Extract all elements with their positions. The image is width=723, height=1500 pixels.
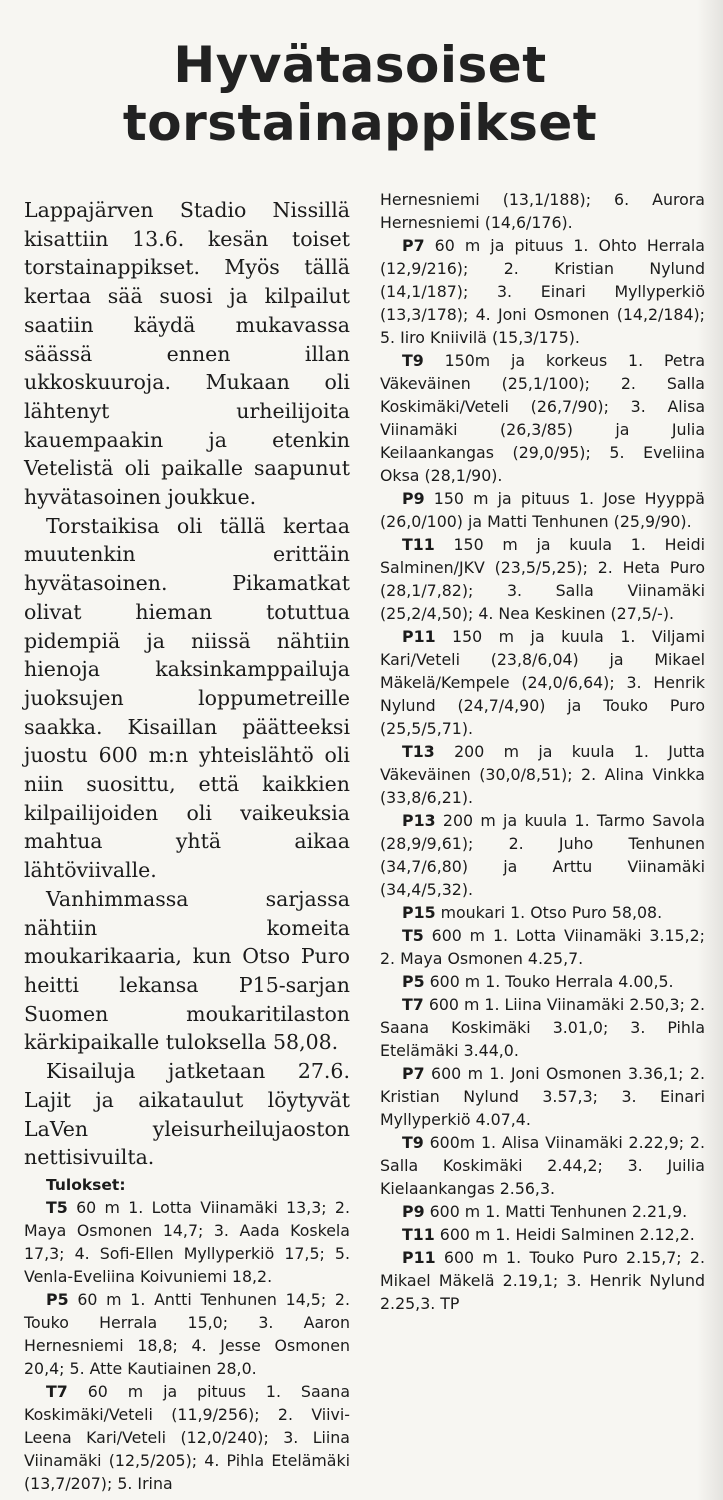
result-entry — [380, 625, 705, 740]
body-paragraph: Kisailuja jatketaan 27.6. Lajit ja aikataulut löytyvät LaVen yleisurheilujaoston nettisivuilta. — [24, 1059, 350, 1170]
result-class: T9 — [402, 1133, 424, 1152]
result-class: T11 — [402, 535, 435, 554]
result-class: P5 — [402, 972, 425, 991]
result-text: 60 m 1. Lotta Viinamäki 13,3; 2. Maya Osmonen 14,7; 3. Aada Koskela 17,3; 4. Sofi-Ellen Myllyperkiö 17,5; 5. Venla-Eveliina Koivuniemi 18,2. — [24, 1197, 350, 1286]
result-class: T5 — [402, 926, 424, 945]
result-text: 600 m 1. Matti Tenhunen 2.21,9. — [429, 1202, 688, 1221]
right-column — [380, 188, 705, 1315]
body-paragraph: Vanhimmassa sarjassa nähtiin komeita moukarikaaria, kun Otso Puro heitti lekansa P15-sarjan Suomen moukaritilaston kärkipaikalle tuloksella 58,08. — [24, 886, 350, 1055]
result-text: 600 m 1. Lotta Viinamäki 3.15,2; 2. Maya Osmonen 4.25,7. — [380, 926, 705, 968]
body-paragraph: Lappajärven Stadio Nissillä kisattiin 13.6. kesän toiset torstainappikset. Myös tällä kertaa sää suosi ja kilpailut saatiin käydä mukavassa säässä ennen illan ukkoskuuroja. Mukaan oli lähtenyt urheilijoita kauempaakin ja etenkin Vetelistä oli paikalle saapunut hyvätasoinen joukkue. — [24, 198, 350, 510]
result-class: T7 — [402, 995, 424, 1014]
result-class: T11 — [402, 1225, 435, 1244]
result-text: 150 m ja pituus 1. Jose Hyyppä (26,0/100) ja Matti Tenhunen (25,9/90). — [380, 489, 705, 531]
results-list-left — [24, 1196, 350, 1495]
result-class: T9 — [402, 351, 424, 370]
result-text: moukari 1. Otso Puro 58,08. — [440, 903, 663, 922]
result-text: 600 m 1. Touko Puro 2.15,7; 2. Mikael Mäkelä 2.19,1; 3. Henrik Nylund 2.25,3. TP — [380, 1248, 705, 1313]
result-class: P11 — [402, 1248, 436, 1267]
result-entry — [380, 1062, 705, 1131]
result-text: 60 m ja pituus 1. Saana Koskimäki/Veteli (11,9/256); 2. Viivi-Leena Kari/Veteli (12,0/240); 3. Liina Viinamäki (12,5/205); 4. Pihla Etelämäki (13,7/207); 5. Irina — [24, 1381, 350, 1493]
result-class: P11 — [402, 627, 436, 646]
result-text: 600 m 1. Liina Viinamäki 2.50,3; 2. Saana Koskimäki 3.01,0; 3. Pihla Etelämäki 3.44,0. — [380, 995, 705, 1060]
result-entry — [380, 740, 705, 809]
result-text: 60 m 1. Antti Tenhunen 14,5; 2. Touko Herrala 15,0; 3. Aaron Hernesniemi 18,8; 4. Jesse Osmonen 20,4; 5. Atte Kautiainen 28,0. — [24, 1289, 350, 1378]
result-entry — [380, 234, 705, 349]
result-class: T7 — [46, 1381, 68, 1401]
result-text: 150m ja korkeus 1. Petra Väkeväinen (25,1/100); 2. Salla Koskimäki/Veteli (26,7/90); 3. Alisa Viinamäki (26,3/85) ja Julia Keilaankangas (29,0/95); 5. Eveliina Oksa (28,1/90). — [380, 351, 705, 485]
result-entry — [380, 924, 705, 970]
result-class: P13 — [402, 811, 436, 830]
result-class: P9 — [402, 1202, 425, 1221]
result-class: P9 — [402, 489, 425, 508]
result-entry — [380, 349, 705, 487]
result-entry — [380, 901, 705, 924]
article-headline: Hyvätasoiset torstainappikset — [122, 35, 598, 152]
result-text: 600 m 1. Joni Osmonen 3.36,1; 2. Kristian Nylund 3.57,3; 3. Einari Myllyperkiö 4.07,4. — [380, 1064, 706, 1129]
result-entry — [24, 1196, 350, 1288]
result-text: 600 m 1. Touko Herrala 4.00,5. — [429, 972, 674, 991]
result-continuation: Hernesniemi (13,1/188); 6. Aurora Hernesniemi (14,6/176). — [380, 190, 705, 232]
result-entry — [380, 1200, 705, 1223]
results-heading: Tulokset: — [46, 1175, 126, 1194]
result-class: P7 — [402, 1064, 425, 1083]
left-column — [24, 196, 350, 1495]
result-class: P7 — [402, 236, 425, 255]
result-entry — [380, 533, 705, 625]
result-entry — [24, 1380, 350, 1495]
result-entry — [24, 1288, 350, 1380]
result-class: P5 — [46, 1289, 69, 1309]
result-entry — [380, 1246, 705, 1315]
result-text: 200 m ja kuula 1. Tarmo Savola (28,9/9,61); 2. Juho Tenhunen (34,7/6,80) ja Arttu Viinamäki (34,4/5,32). — [380, 811, 705, 899]
result-class: P15 — [402, 903, 436, 922]
result-text: 200 m ja kuula 1. Jutta Väkeväinen (30,0/8,51); 2. Alina Vinkka (33,8/6,21). — [380, 742, 705, 807]
result-entry — [380, 809, 705, 901]
result-entry — [380, 1131, 705, 1200]
result-entry — [380, 1223, 705, 1246]
result-text: 150 m ja kuula 1. Heidi Salminen/JKV (23,5/5,25); 2. Heta Puro (28,1/7,82); 3. Salla Viinamäki (25,2/4,50); 4. Nea Keskinen (27,5/-). — [380, 535, 705, 623]
result-entry — [380, 487, 705, 533]
result-entry — [380, 970, 705, 993]
result-text: 60 m ja pituus 1. Ohto Herrala (12,9/216); 2. Kristian Nylund (14,1/187); 3. Einari Myllyperkiö (13,3/178); 4. Joni Osmonen (14,2/184); 5. Iiro Kniivilä (15,3/175). — [380, 236, 705, 347]
result-entry — [380, 993, 705, 1062]
result-text: 600m 1. Alisa Viinamäki 2.22,9; 2. Salla Koskimäki 2.44,2; 3. Juilia Kielaankangas 2.56,3. — [380, 1133, 705, 1198]
body-paragraph: Torstaikisa oli tällä kertaa muutenkin erittäin hyvätasoinen. Pikamatkat olivat hieman totuttua pidempiä ja niissä nähtiin hienoja kaksinkamppailuja juoksujen loppumetreille saakka. Kisaillan päätteeksi juostu 600 m:n yhteislähtö oli niin suosittu, että kaikkien kilpailijoiden oli vaikeuksia mahtua yhtä aikaa lähtöviivalle. — [24, 513, 350, 883]
result-text: 150 m ja kuula 1. Viljami Kari/Veteli (23,8/6,04) ja Mikael Mäkelä/Kempele (24,0/6,64); 3. Henrik Nylund (24,7/4,90) ja Touko Puro (25,5/5,71). — [380, 627, 705, 738]
result-class: T5 — [46, 1197, 68, 1217]
result-class: T13 — [402, 742, 435, 761]
result-text: 600 m 1. Heidi Salminen 2.12,2. — [439, 1225, 695, 1244]
